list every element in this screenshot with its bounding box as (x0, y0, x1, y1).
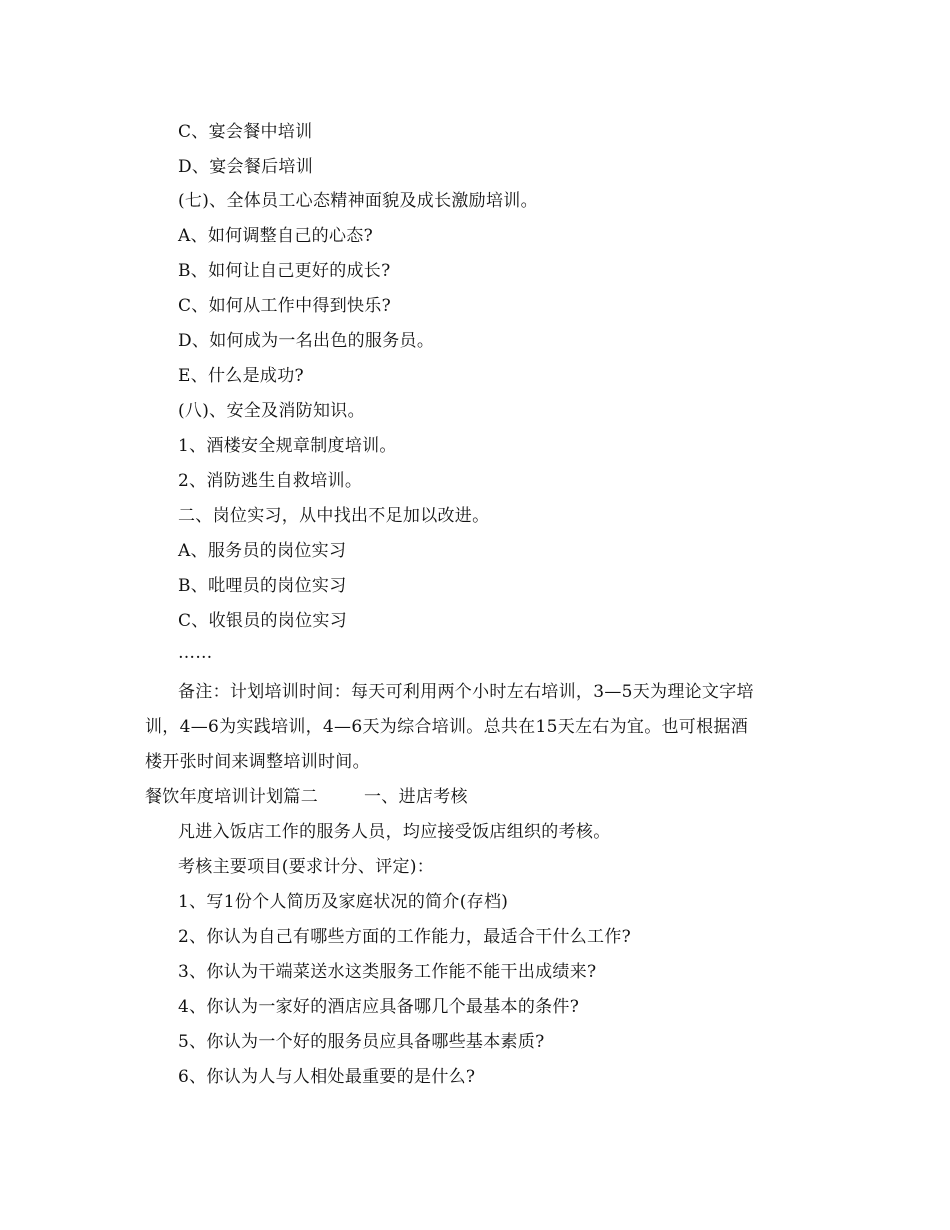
list-item: A、服务员的岗位实习 (178, 541, 347, 561)
list-item: C、收银员的岗位实习 (178, 611, 348, 631)
note-line: 楼开张时间来调整培训时间。 (145, 752, 370, 772)
section-subtitle: 一、进店考核 (364, 787, 468, 807)
note-line: 备注：计划培训时间：每天可利用两个小时左右培训，3—5天为理论文字培 (178, 682, 754, 702)
list-item: 5、你认为一个好的服务员应具备哪些基本素质? (178, 1032, 545, 1052)
list-item: 4、你认为一家好的酒店应具备哪几个最基本的条件? (178, 997, 580, 1017)
list-item: B、吡哩员的岗位实习 (178, 576, 347, 596)
list-item: D、如何成为一名出色的服务员。 (178, 331, 435, 351)
list-item: 2、消防逃生自救培训。 (178, 471, 363, 491)
list-item: 1、酒楼安全规章制度培训。 (178, 436, 397, 456)
section-heading: (八)、安全及消防知识。 (178, 401, 365, 421)
list-item: C、宴会餐中培训 (178, 122, 313, 142)
section-heading: 二、岗位实习，从中找出不足加以改进。 (178, 506, 490, 526)
list-item: 6、你认为人与人相处最重要的是什么? (178, 1067, 476, 1087)
list-item: 1、写1份个人简历及家庭状况的简介(存档) (178, 892, 509, 912)
list-item: B、如何让自己更好的成长? (178, 261, 391, 281)
list-item: A、如何调整自己的心态? (178, 226, 373, 246)
list-item: 3、你认为干端菜送水这类服务工作能不能干出成绩来? (178, 962, 597, 982)
note-line: 训，4—6为实践培训，4—6天为综合培训。总共在15天左右为宜。也可根据酒 (145, 717, 748, 737)
section-heading: (七)、全体员工心态精神面貌及成长激励培训。 (178, 191, 538, 211)
list-item: D、宴会餐后培训 (178, 157, 314, 177)
section-title: 餐饮年度培训计划篇二 (145, 787, 318, 807)
list-item: C、如何从工作中得到快乐? (178, 296, 392, 316)
section-title-row (145, 786, 468, 808)
ellipsis: …… (178, 643, 213, 663)
list-item: 2、你认为自己有哪些方面的工作能力，最适合干什么工作? (178, 927, 632, 947)
paragraph: 考核主要项目(要求计分、评定)： (178, 857, 435, 877)
paragraph: 凡进入饭店工作的服务人员，均应接受饭店组织的考核。 (178, 822, 611, 842)
list-item: E、什么是成功? (178, 366, 304, 386)
